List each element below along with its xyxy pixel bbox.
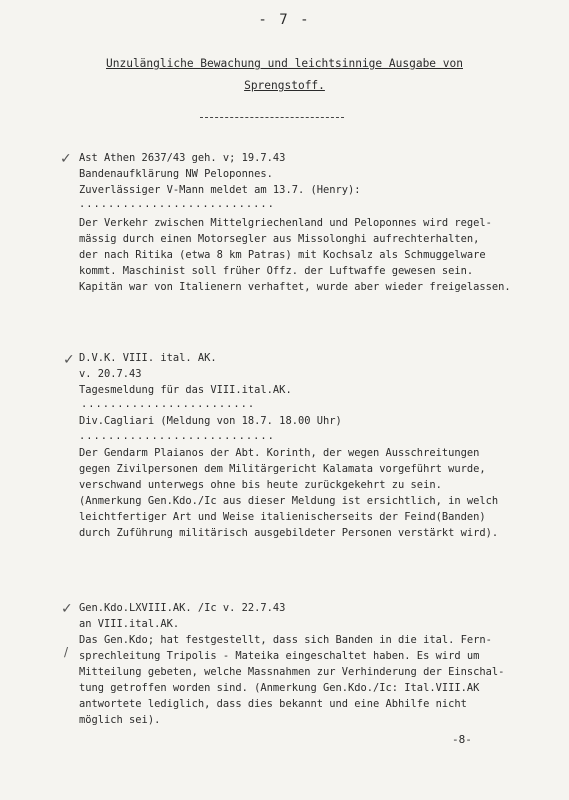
section3-body-line: tung getroffen worden sind. (Anmerkung Gen.Kdo./Ic: Ital.VIII.AK [79, 682, 480, 694]
section3-body-line: antwortete lediglich, dass dies bekannt und eine Abhilfe nicht [79, 698, 467, 710]
section3-body-line: Das Gen.Kdo; hat festgestellt, dass sich Banden in die ital. Fern- [79, 634, 492, 646]
section1-body-line: mässig durch einen Motorsegler aus Missolonghi aufrechterhalten, [79, 233, 480, 245]
margin-tick-mark: ✓ [60, 151, 72, 167]
section2-dots-top: ........................ [81, 398, 256, 410]
section2-header-line: Tagesmeldung für das VIII.ital.AK. [79, 384, 292, 396]
title-line-2: Sprengstoff. [244, 79, 325, 92]
section1-dots: ........................... [79, 198, 275, 210]
section1-body-line: kommt. Maschinist soll früher Offz. der Luftwaffe gewesen sein. [79, 265, 474, 277]
section2-header-line: Div.Cagliari (Meldung von 18.7. 18.00 Uhr) [79, 415, 342, 427]
margin-tick-mark: ✓ [61, 601, 73, 617]
document-title [0, 53, 569, 97]
title-line-1: Unzulängliche Bewachung und leichtsinnige Ausgabe von [106, 57, 463, 70]
section2-body-line: Der Gendarm Plaianos der Abt. Korinth, der wegen Ausschreitungen [79, 447, 480, 459]
section2-body-line: gegen Zivilpersonen dem Militärgericht Kalamata vorgeführt wurde, [79, 463, 486, 475]
section2-body-line: leichtfertiger Art und Weise italienischerseits der Feind(Banden) [79, 511, 486, 523]
section2-body-line: durch Zuführung militärisch ausgebildeter Personen verstärkt wird). [79, 527, 499, 539]
section1-header-line: Zuverlässiger V-Mann meldet am 13.7. (Henry): [79, 184, 361, 196]
section3-body-line: möglich sei). [79, 714, 161, 726]
section2-body-line: (Anmerkung Gen.Kdo./Ic aus dieser Meldung ist ersichtlich, in welch [79, 495, 499, 507]
section3-body-line: sprechleitung Tripolis - Mateika eingeschaltet haben. Es wird um [79, 650, 480, 662]
section3-header-line: an VIII.ital.AK. [79, 618, 180, 630]
section1-body-line: Der Verkehr zwischen Mittelgriechenland und Peloponnes wird regel- [79, 217, 492, 229]
section3-header-line: Gen.Kdo.LXVIII.AK. /Ic v. 22.7.43 [79, 602, 286, 614]
section1-header-line: Ast Athen 2637/43 geh. v; 19.7.43 [79, 152, 286, 164]
section1-body-line: der nach Ritika (etwa 8 km Patras) mit Kochsalz als Schmuggelware [79, 249, 486, 261]
section2-header-line: v. 20.7.43 [79, 368, 142, 380]
section1-header-line: Bandenaufklärung NW Peloponnes. [79, 168, 273, 180]
next-page-marker: -8- [452, 733, 472, 746]
title-separator [200, 117, 344, 118]
margin-slash-mark: / [64, 645, 69, 659]
section1-body-line: Kapitän war von Italienern verhaftet, wurde aber wieder freigelassen. [79, 281, 511, 293]
section2-header-line: D.V.K. VIII. ital. AK. [79, 352, 217, 364]
section3-body-line: Mitteilung gebeten, welche Massnahmen zur Verhinderung der Einschal- [79, 666, 505, 678]
page-number: - 7 - [258, 12, 311, 28]
margin-tick-mark: ✓ [63, 352, 75, 368]
section2-dots: ........................... [79, 430, 275, 442]
section2-body-line: verschwand unterwegs ohne bis heute zurückgekehrt zu sein. [79, 479, 442, 491]
